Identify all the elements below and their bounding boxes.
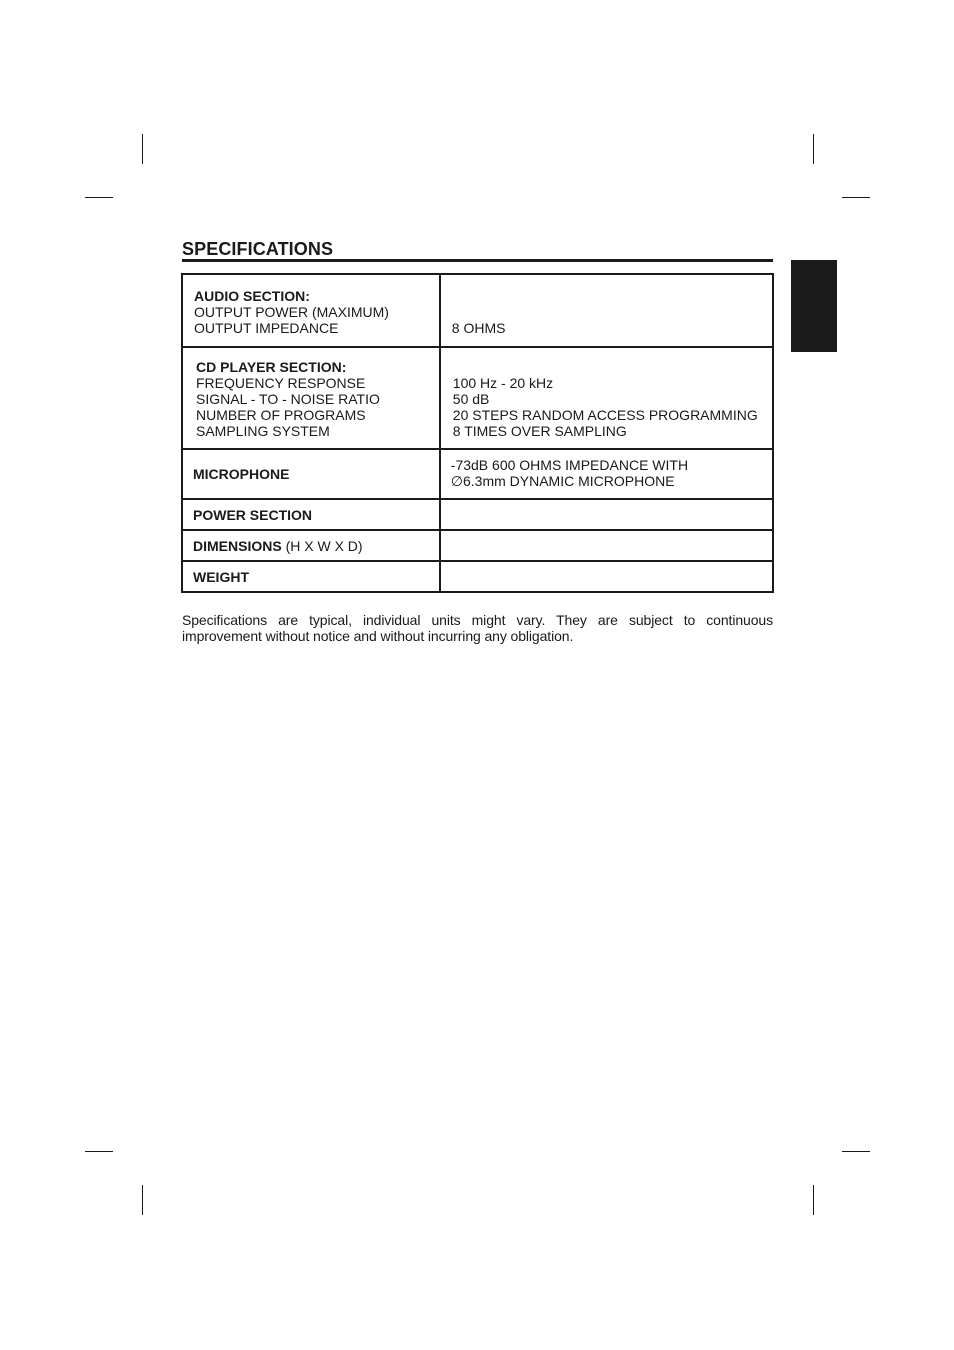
- audio-heading: AUDIO SECTION:: [194, 288, 310, 304]
- cd-value: 50 dB: [452, 391, 490, 407]
- table-row-power: [182, 499, 773, 530]
- table-row-weight: [182, 561, 773, 592]
- cd-value-cell: [440, 347, 773, 449]
- cd-value: 20 STEPS RANDOM ACCESS PROGRAMMING: [452, 407, 758, 423]
- table-row-audio: [182, 274, 773, 347]
- cd-label-cell: [182, 347, 440, 449]
- crop-mark-top-left-vertical: [142, 134, 143, 164]
- microphone-heading: MICROPHONE: [193, 466, 290, 482]
- dimensions-value-cell: [440, 530, 773, 561]
- audio-line: OUTPUT POWER (MAXIMUM): [194, 304, 389, 320]
- title-rule: [182, 259, 773, 262]
- cd-line: SIGNAL - TO - NOISE RATIO: [196, 391, 380, 407]
- cd-line: NUMBER OF PROGRAMS: [196, 407, 366, 423]
- audio-value: 8 OHMS: [451, 320, 506, 336]
- cd-value: 8 TIMES OVER SAMPLING: [452, 423, 627, 439]
- table-row-microphone: [182, 449, 773, 499]
- power-heading: POWER SECTION: [193, 506, 313, 523]
- dimensions-label-cell: [182, 530, 440, 561]
- crop-mark-bottom-left-horizontal: [85, 1151, 113, 1152]
- crop-mark-bottom-left-vertical: [142, 1185, 143, 1215]
- dimensions-heading: DIMENSIONS: [193, 537, 282, 554]
- weight-value-cell: [440, 561, 773, 592]
- crop-mark-top-left-horizontal: [85, 197, 113, 198]
- cd-line: SAMPLING SYSTEM: [196, 423, 330, 439]
- cd-line: FREQUENCY RESPONSE: [196, 375, 366, 391]
- dimensions-suffix: (H X W X D): [281, 537, 363, 554]
- section-tab: [791, 260, 837, 352]
- cd-value: 100 Hz - 20 kHz: [452, 375, 554, 391]
- microphone-value: ∅6.3mm DYNAMIC MICROPHONE: [450, 473, 675, 489]
- table-row-dimensions: [182, 530, 773, 561]
- power-label-cell: [182, 499, 440, 530]
- crop-mark-bottom-right-horizontal: [842, 1151, 870, 1152]
- audio-label-cell: [182, 274, 440, 347]
- crop-mark-top-right-vertical: [813, 134, 814, 164]
- weight-label-cell: [182, 561, 440, 592]
- cd-heading: CD PLAYER SECTION:: [196, 359, 347, 375]
- microphone-value-cell: [440, 449, 773, 499]
- power-value-cell: [440, 499, 773, 530]
- weight-heading: WEIGHT: [193, 568, 249, 585]
- table-row-cd-player: [182, 347, 773, 449]
- audio-value-cell: [440, 274, 773, 347]
- page-title: SPECIFICATIONS: [182, 239, 334, 259]
- microphone-label-cell: [182, 449, 440, 499]
- crop-mark-top-right-horizontal: [842, 197, 870, 198]
- disclaimer-note: Specifications are typical, individual units might vary. They are subject to continuous improvement without notice and without incurring any obligation.: [182, 612, 773, 644]
- microphone-value: -73dB 600 OHMS IMPEDANCE WITH: [450, 457, 689, 473]
- audio-line: OUTPUT IMPEDANCE: [194, 320, 339, 336]
- crop-mark-bottom-right-vertical: [813, 1185, 814, 1215]
- specifications-table: [181, 273, 774, 593]
